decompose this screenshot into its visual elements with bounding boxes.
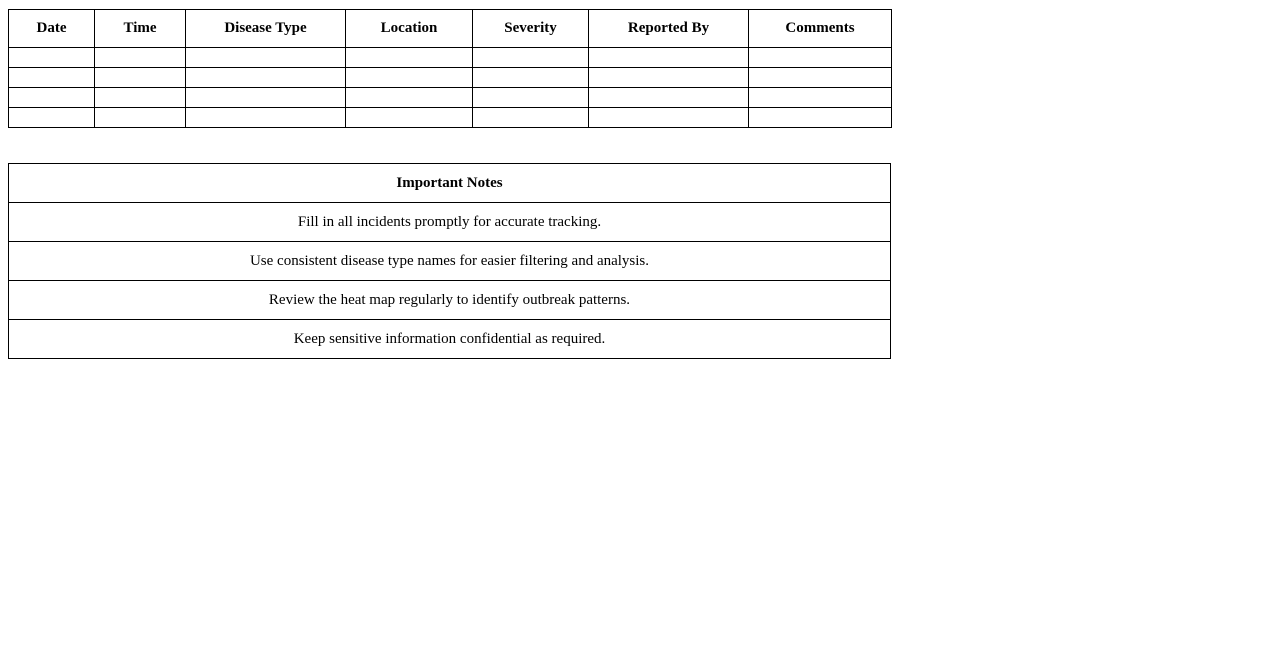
incident-empty-cell [186, 88, 346, 108]
incident-empty-cell [9, 68, 95, 88]
incident-empty-cell [95, 48, 186, 68]
incident-empty-cell [95, 108, 186, 128]
note-row [9, 320, 891, 359]
incident-empty-cell [186, 48, 346, 68]
incident-empty-cell [9, 88, 95, 108]
incident-empty-row [9, 48, 892, 68]
notes-title: Important Notes [9, 164, 891, 203]
incident-empty-cell [346, 88, 473, 108]
incident-empty-cell [9, 108, 95, 128]
column-header-severity: Severity [473, 10, 589, 48]
incident-empty-cell [589, 48, 749, 68]
incident-log-header-row [9, 10, 892, 48]
incident-empty-cell [589, 88, 749, 108]
incident-empty-cell [473, 88, 589, 108]
incident-empty-cell [749, 88, 892, 108]
notes-header-row [9, 164, 891, 203]
column-header-comments: Comments [749, 10, 892, 48]
important-notes-table [8, 163, 891, 359]
column-header-disease-type: Disease Type [186, 10, 346, 48]
incident-log-table [8, 9, 892, 128]
incident-empty-cell [589, 68, 749, 88]
incident-empty-row [9, 88, 892, 108]
incident-empty-row [9, 108, 892, 128]
incident-empty-cell [9, 48, 95, 68]
column-header-reported-by: Reported By [589, 10, 749, 48]
incident-empty-cell [95, 88, 186, 108]
incident-empty-cell [589, 108, 749, 128]
note-text: Use consistent disease type names for easier filtering and analysis. [9, 242, 891, 281]
incident-empty-cell [473, 68, 589, 88]
column-header-time: Time [95, 10, 186, 48]
note-text: Keep sensitive information confidential as required. [9, 320, 891, 359]
note-text: Review the heat map regularly to identify outbreak patterns. [9, 281, 891, 320]
note-row [9, 242, 891, 281]
incident-empty-cell [186, 108, 346, 128]
incident-log-body [9, 48, 892, 128]
incident-empty-cell [346, 108, 473, 128]
incident-empty-row [9, 68, 892, 88]
incident-empty-cell [346, 68, 473, 88]
note-text: Fill in all incidents promptly for accurate tracking. [9, 203, 891, 242]
incident-empty-cell [346, 48, 473, 68]
incident-empty-cell [95, 68, 186, 88]
incident-empty-cell [186, 68, 346, 88]
incident-empty-cell [749, 48, 892, 68]
column-header-location: Location [346, 10, 473, 48]
note-row [9, 281, 891, 320]
incident-empty-cell [749, 68, 892, 88]
incident-empty-cell [473, 108, 589, 128]
column-header-date: Date [9, 10, 95, 48]
incident-empty-cell [473, 48, 589, 68]
incident-empty-cell [749, 108, 892, 128]
note-row [9, 203, 891, 242]
